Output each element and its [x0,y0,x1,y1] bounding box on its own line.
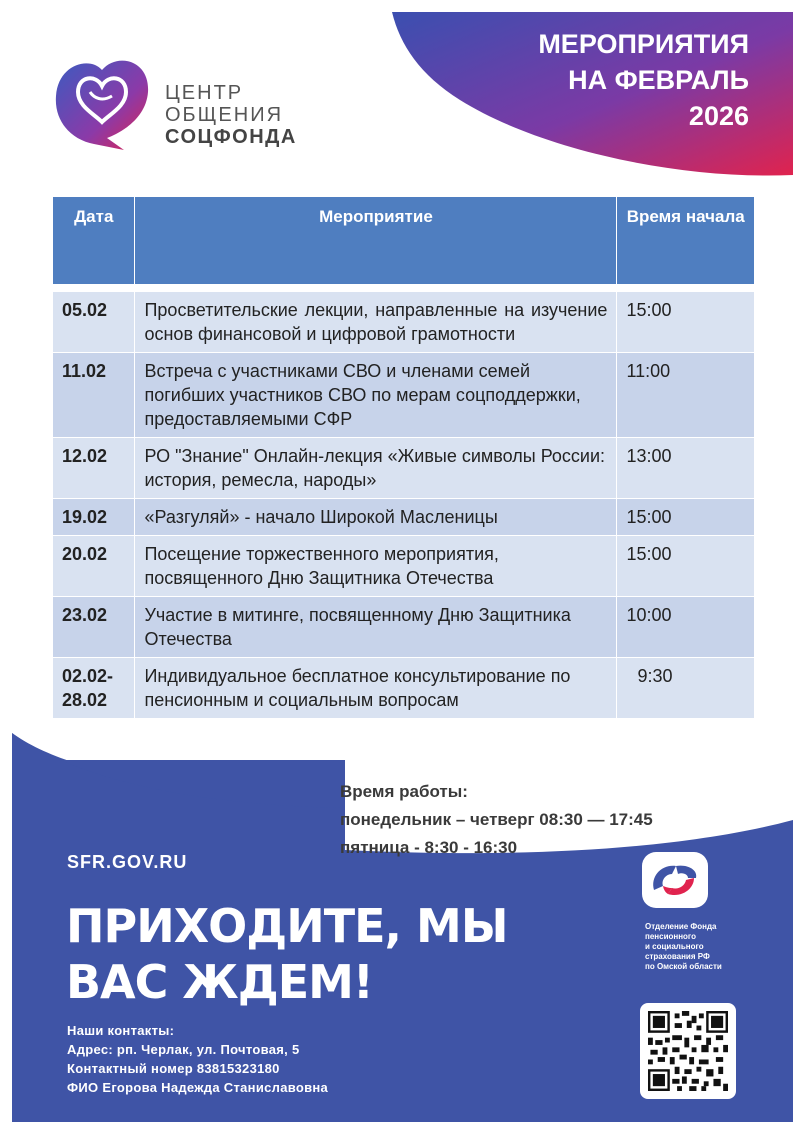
table-row [53,658,755,719]
logo-line-1: ЦЕНТР [165,82,244,104]
contacts [67,1021,328,1097]
row-event: Просветительские лекции, направленные на изучение основ финансовой и цифровой грамотности [135,292,617,353]
table-row [53,353,755,438]
row-event: Посещение торжественного мероприятия, посвященного Дню Защитника Отечества [135,536,617,597]
table-row [53,499,755,536]
hours-weekdays: понедельник – четверг 08:30 — 17:45 [340,810,653,829]
row-date: 20.02 [53,536,135,597]
table-row [53,292,755,353]
title-line-3: 2026 [688,101,749,131]
hours-title: Время работы: [340,782,468,801]
row-date: 02.02-28.02 [53,658,135,719]
events-table [52,196,755,719]
slogan-line-2: ВАС ЖДЕМ! [66,955,373,1009]
row-time: 11:00 [617,353,755,438]
logo-line-3: СОЦФОНДА [165,126,297,148]
row-time: 15:00 [617,536,755,597]
row-event: «Разгуляй» - начало Широкой Масленицы [135,499,617,536]
sfr-caption-line: страхования РФ [645,952,710,961]
row-event: Встреча с участниками СВО и членами семей погибших участников СВО по мерам соцподдержки, предоставляемыми СФР [135,353,617,438]
slogan [66,898,507,1010]
table-header-row [53,197,755,285]
row-date: 11.02 [53,353,135,438]
row-time: 15:00 [617,499,755,536]
logo-text [165,82,297,148]
row-date: 19.02 [53,499,135,536]
logo-line-2: ОБЩЕНИЯ [165,104,284,126]
sfr-caption-line: и социального [645,942,704,951]
page-title [389,26,749,134]
row-event: Индивидуальное бесплатное консультирование по пенсионным и социальным вопросам [135,658,617,719]
title-line-1: МЕРОПРИЯТИЯ [538,29,749,59]
sfr-logo-icon [640,850,710,910]
row-date: 12.02 [53,438,135,499]
row-date: 05.02 [53,292,135,353]
col-date-header: Дата [53,197,135,285]
site-link[interactable]: SFR.GOV.RU [67,852,188,872]
sfr-caption [645,922,722,972]
col-event-header: Мероприятие [135,197,617,285]
sfr-caption-line: пенсионного [645,932,697,941]
row-date: 23.02 [53,597,135,658]
table-row [53,438,755,499]
row-event: Участие в митинге, посвященному Дню Защитника Отечества [135,597,617,658]
contacts-phone: Контактный номер 83815323180 [67,1061,280,1076]
heart-speech-bubble-icon [52,52,152,152]
contacts-title: Наши контакты: [67,1023,175,1038]
contacts-person: ФИО Егорова Надежда Станиславовна [67,1080,329,1095]
table-row [53,597,755,658]
sfr-caption-line: Отделение Фонда [645,922,717,931]
contacts-address: Адрес: рп. Черлак, ул. Почтовая, 5 [67,1042,300,1057]
working-hours [340,778,653,862]
qr-code-icon [648,1011,728,1091]
row-time: 13:00 [617,438,755,499]
row-time: 9:30 [617,658,755,719]
hours-friday: пятница - 8:30 - 16:30 [340,838,518,857]
slogan-line-1: ПРИХОДИТЕ, МЫ [66,899,508,953]
table-row [53,536,755,597]
title-line-2: НА ФЕВРАЛЬ [568,65,749,95]
qr-code-card[interactable] [640,1003,736,1099]
row-event: РО "Знание" Онлайн-лекция «Живые символы России: история, ремесла, народы» [135,438,617,499]
sfr-caption-line: по Омской области [645,962,722,971]
col-time-header: Время начала [617,197,755,285]
row-time: 15:00 [617,292,755,353]
row-time: 10:00 [617,597,755,658]
